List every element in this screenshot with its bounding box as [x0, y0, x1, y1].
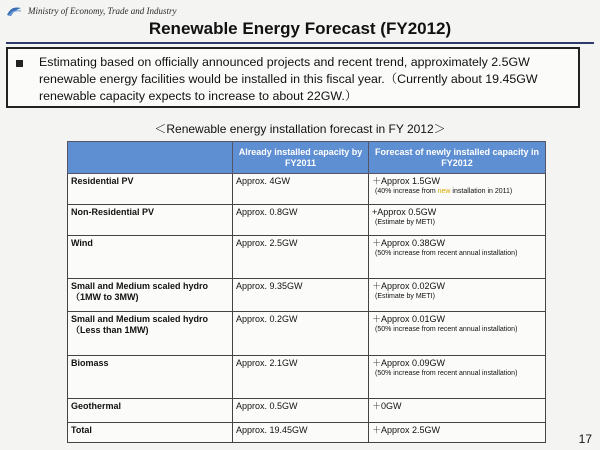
- table-row: [68, 279, 546, 312]
- forecast-cell: [369, 399, 546, 423]
- table-row: [68, 174, 546, 205]
- forecast-note-text-end: installation in 2011): [450, 188, 513, 195]
- table-row: [68, 236, 546, 279]
- forecast-value: ＋0GW: [372, 401, 402, 411]
- forecast-note-highlight: new: [437, 188, 451, 195]
- forecast-note: (Estimate by METI): [375, 293, 435, 300]
- title-divider: [6, 42, 594, 44]
- forecast-value: ＋Approx 0.09GW: [372, 358, 446, 368]
- page-title: Renewable Energy Forecast (FY2012): [148, 19, 452, 38]
- forecast-value: ＋Approx 0.38GW: [372, 238, 446, 248]
- forecast-note-text: (40% increase from: [375, 188, 438, 195]
- forecast-cell: [369, 312, 546, 356]
- forecast-value: +Approx 0.5GW: [372, 207, 437, 217]
- forecast-cell: [369, 174, 546, 205]
- column-header-category: [68, 142, 233, 174]
- forecast-cell: [369, 356, 546, 399]
- forecast-value: ＋Approx 2.5GW: [372, 425, 441, 435]
- installed-cell: Approx. 19.45GW: [233, 423, 369, 443]
- ministry-header: [6, 5, 177, 17]
- forecast-note: (50% increase from recent annual installation): [375, 326, 518, 333]
- installed-cell: Approx. 4GW: [233, 174, 369, 205]
- installed-cell: Approx. 2.5GW: [233, 236, 369, 279]
- category-cell: Non-Residential PV: [68, 205, 233, 236]
- forecast-value: ＋Approx 0.02GW: [372, 281, 446, 291]
- table-row: [68, 356, 546, 399]
- category-cell: Small and Medium scaled hydro （Less than 1MW): [68, 312, 233, 356]
- ministry-name: Ministry of Economy, Trade and Industry: [28, 6, 177, 16]
- ministry-logo-icon: [6, 5, 22, 17]
- installed-cell: Approx. 0.5GW: [233, 399, 369, 423]
- category-cell: Total: [68, 423, 233, 443]
- table-row: [68, 312, 546, 356]
- summary-box: [6, 47, 580, 108]
- installed-cell: Approx. 0.8GW: [233, 205, 369, 236]
- forecast-note: (50% increase from recent annual installation): [375, 370, 518, 377]
- category-cell: Wind: [68, 236, 233, 279]
- category-cell: Biomass: [68, 356, 233, 399]
- table-row: [68, 399, 546, 423]
- forecast-note: (Estimate by METI): [375, 219, 435, 226]
- forecast-value: ＋Approx 0.01GW: [372, 314, 446, 324]
- forecast-note: (50% increase from recent annual installation): [375, 250, 518, 257]
- installed-cell: Approx. 0.2GW: [233, 312, 369, 356]
- forecast-value: ＋Approx 1.5GW: [372, 176, 441, 186]
- forecast-cell: [369, 236, 546, 279]
- forecast-cell: [369, 279, 546, 312]
- table-caption: ＜Renewable energy installation forecast in FY 2012＞: [154, 122, 446, 136]
- category-cell: Geothermal: [68, 399, 233, 423]
- category-cell: Residential PV: [68, 174, 233, 205]
- square-bullet-icon: [16, 60, 23, 67]
- installed-cell: Approx. 2.1GW: [233, 356, 369, 399]
- column-header-installed: Already installed capacity by FY2011: [233, 142, 369, 174]
- forecast-cell: [369, 423, 546, 443]
- table-row: [68, 205, 546, 236]
- category-cell: Small and Medium scaled hydro （1MW to 3MW): [68, 279, 233, 312]
- table-header-row: [68, 142, 546, 174]
- column-header-forecast: Forecast of newly installed capacity in FY2012: [369, 142, 546, 174]
- table-row: [68, 423, 546, 443]
- page-number: 17: [578, 432, 592, 446]
- installed-cell: Approx. 9.35GW: [233, 279, 369, 312]
- summary-text: Estimating based on officially announced projects and recent trend, approximately 2.5GW renewable energy facilities would be installed in this fiscal year.（Currently about 19.45GW renewable capacity expects to increase to about 22GW.）: [39, 55, 538, 103]
- forecast-table: [67, 141, 546, 443]
- forecast-note: [372, 187, 542, 196]
- forecast-cell: [369, 205, 546, 236]
